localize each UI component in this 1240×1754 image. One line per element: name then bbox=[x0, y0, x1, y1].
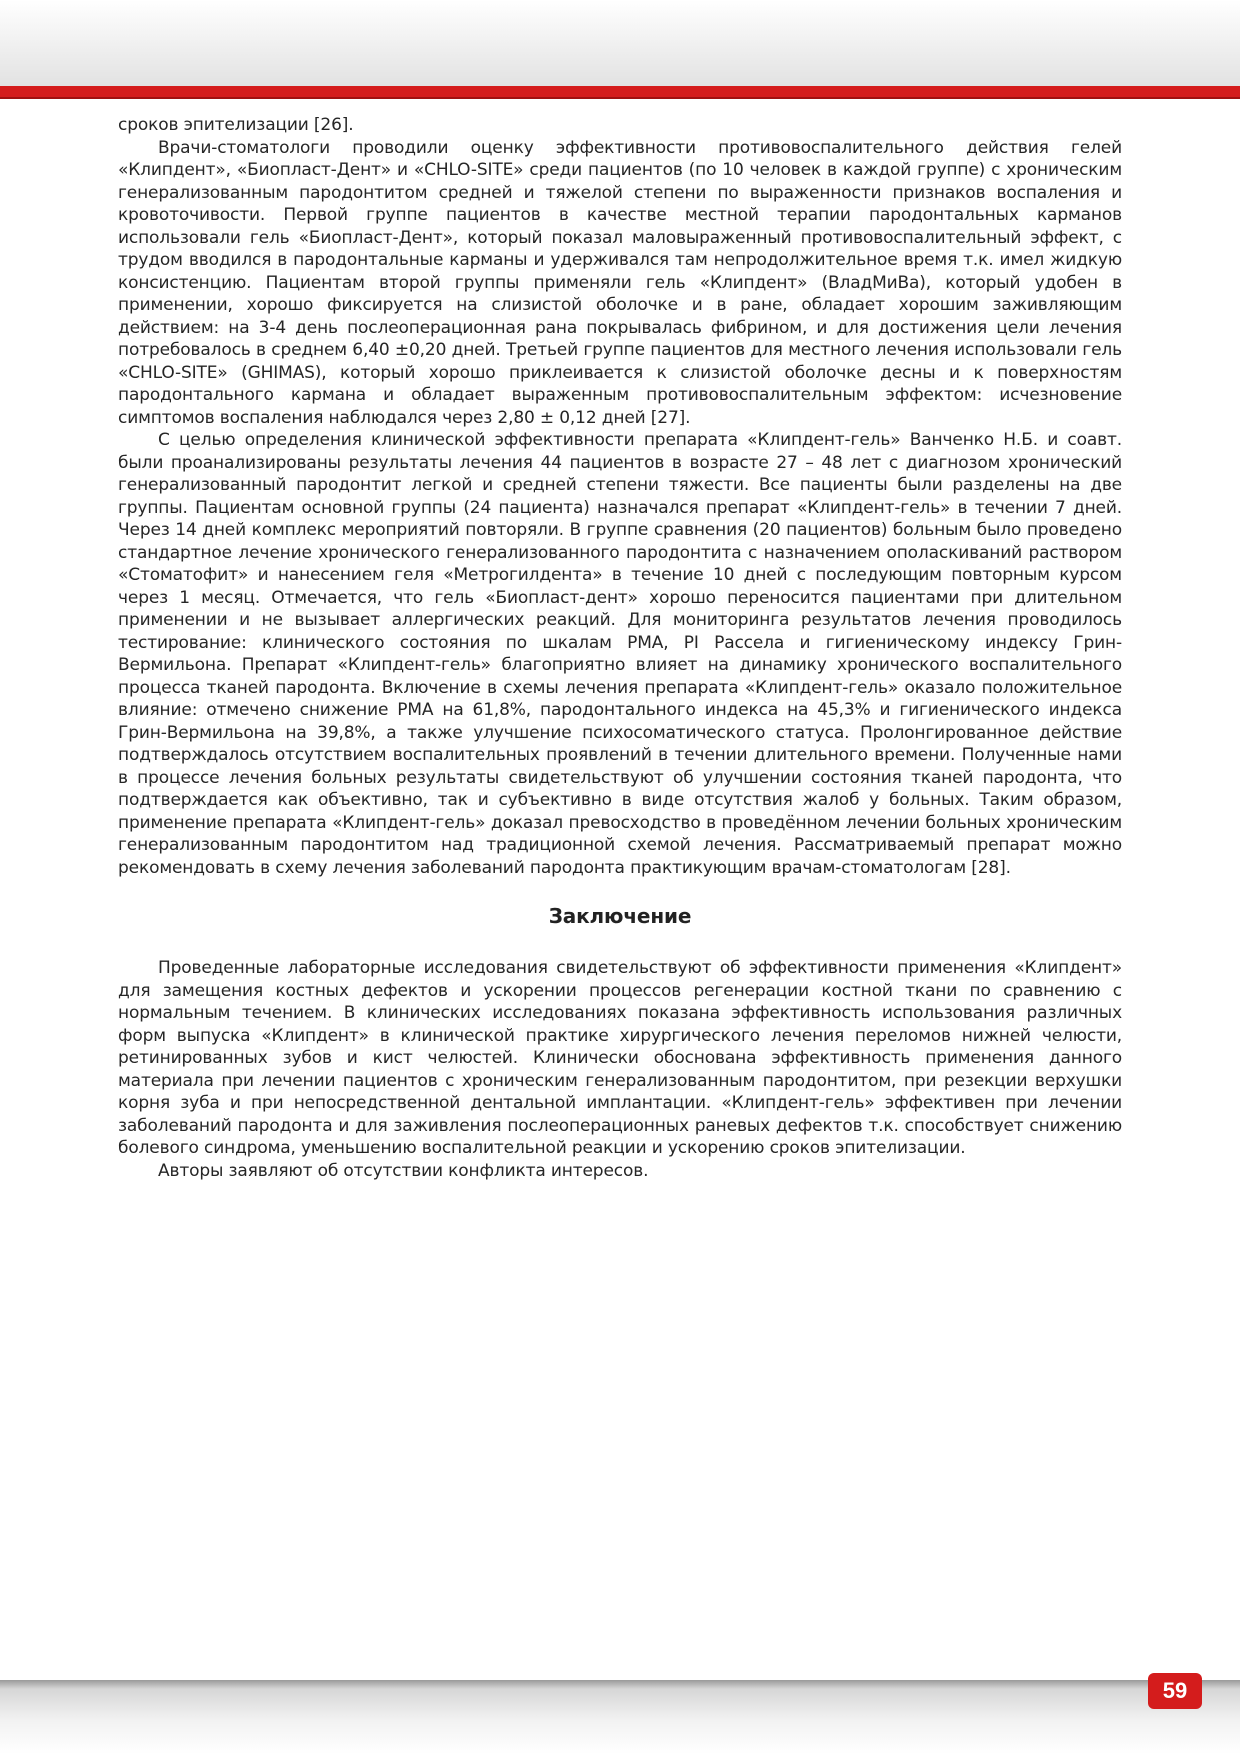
header-band bbox=[0, 0, 1240, 86]
footer-band bbox=[0, 1680, 1240, 1754]
paragraph-conclusion: Проведенные лабораторные исследования свидетельствуют об эффективности применения «Клипдент» для замещения костных дефектов и ускорении процессов регенерации костной ткани по сравнению с нормальным течением. В клинических исследованиях показана эффективность использования различных форм выпуска «Клипдент» в клинической практике хирургического лечения переломов нижней челюсти, ретинированных зубов и кист челюстей. Клинически обоснована эффективность применения данного материала при лечении пациентов с хроническим генерализованным пародонтитом, при резекции верхушки корня зуба и при непосредственной дентальной имплантации. «Клипдент-гель» эффективен при лечении заболеваний пародонта и для заживления послеоперационных раневых дефектов т.к. способствует снижению болевого синдрома, уменьшению воспалительной реакции и ускорению сроков эпителизации. bbox=[118, 958, 1122, 1158]
paragraph-continuation: сроков эпителизации [26]. bbox=[118, 115, 354, 135]
page-number-badge: 59 bbox=[1148, 1673, 1202, 1709]
article-text bbox=[118, 114, 1122, 1182]
paragraph-gel-comparison: Врачи-стоматологи проводили оценку эффективности противовоспалительного действия гелей «Клипдент», «Биопласт-Дент» и «CHLO-SITE» среди пациентов (по 10 человек в каждой группе) с хроническим генерализованным пародонтитом средней и тяжелой степени по выраженности признаков воспаления и кровоточивости. Первой группе пациентов в качестве местной терапии пародонтальных карманов использовали гель «Биопласт-Дент», который показал маловыраженный противовоспалительный эффект, с трудом вводился в пародонтальные карманы и удерживался там непродолжительное время т.к. имел жидкую консистенцию. Пациентам второй группы применяли гель «Клипдент» (ВладМиВа), который удобен в применении, хорошо фиксируется на слизистой оболочке и в ране, обладает хорошим заживляющим действием: на 3-4 день послеоперационная рана покрывалась фибрином, и для достижения цели лечения потребовалось в среднем 6,40 ±0,20 дней. Третьей группе пациентов для местного лечения использовали гель «CHLO-SITE» (GHIMAS), который хорошо приклеивается к слизистой оболочке десны и к поверхностям пародонтального кармана и обладает выраженным противовоспалительным эффектом: исчезновение симптомов воспаления наблюдался через 2,80 ± 0,12 дней [27]. bbox=[118, 137, 1122, 428]
paragraph-clinical-efficacy: С целью определения клинической эффективности препарата «Клипдент-гель» Ванченко Н.Б. и соавт. были проанализированы результаты лечения 44 пациентов в возрасте 27 – 48 лет с диагнозом хронический генерализованный пародонтит легкой и средней степени тяжести. Все пациенты были разделены на две группы. Пациентам основной группы (24 пациента) назначался препарат «Клипдент-гель» в течении 7 дней. Через 14 дней комплекс мероприятий повторяли. В группе сравнения (20 пациентов) больным было проведено стандартное лечение хронического генерализованного пародонтита с назначением ополаскиваний раствором «Стоматофит» и нанесением геля «Метрогилдента» в течение 10 дней с последующим повторным курсом через 1 месяц. Отмечается, что гель «Биопласт-дент» хорошо переносится пациентами при длительном применении и не вызывает аллергических реакций. Для мониторинга результатов лечения проводилось тестирование: клинического состояния по шкалам PMA, PI Рассела и гигиеническому индексу Грин-Вермильона. Препарат «Клипдент-гель» благоприятно влияет на динамику хронического воспалительного процесса тканей пародонта. Включение в схемы лечения препарата «Клипдент-гель» оказало положительное влияние: отмечено снижение PMA на 61,8%, пародонтального индекса на 45,3% и гигиенического индекса Грин-Вермильона на 39,8%, а также улучшение психосоматического статуса. Пролонгированное действие подтверждалось отсутствием воспалительных проявлений в течении длительного времени. Полученные нами в процессе лечения больных результаты свидетельствуют об улучшении состояния тканей пародонта, что подтверждается как объективно, так и субъективно в виде отсутствия жалоб у больных. Таким образом, применение препарата «Клипдент-гель» доказал превосходство в проведённом лечении больных хроническим генерализованным пародонтитом над традиционной схемой лечения. Рассматриваемый препарат можно рекомендовать в схему лечения заболеваний пародонта практикующим врачам-стоматологам [28]. bbox=[118, 430, 1122, 878]
header-red-rule bbox=[0, 86, 1240, 99]
paragraph-conflict-of-interest: Авторы заявляют об отсутствии конфликта интересов. bbox=[158, 1160, 649, 1181]
section-heading-conclusion: Заключение bbox=[548, 904, 692, 928]
